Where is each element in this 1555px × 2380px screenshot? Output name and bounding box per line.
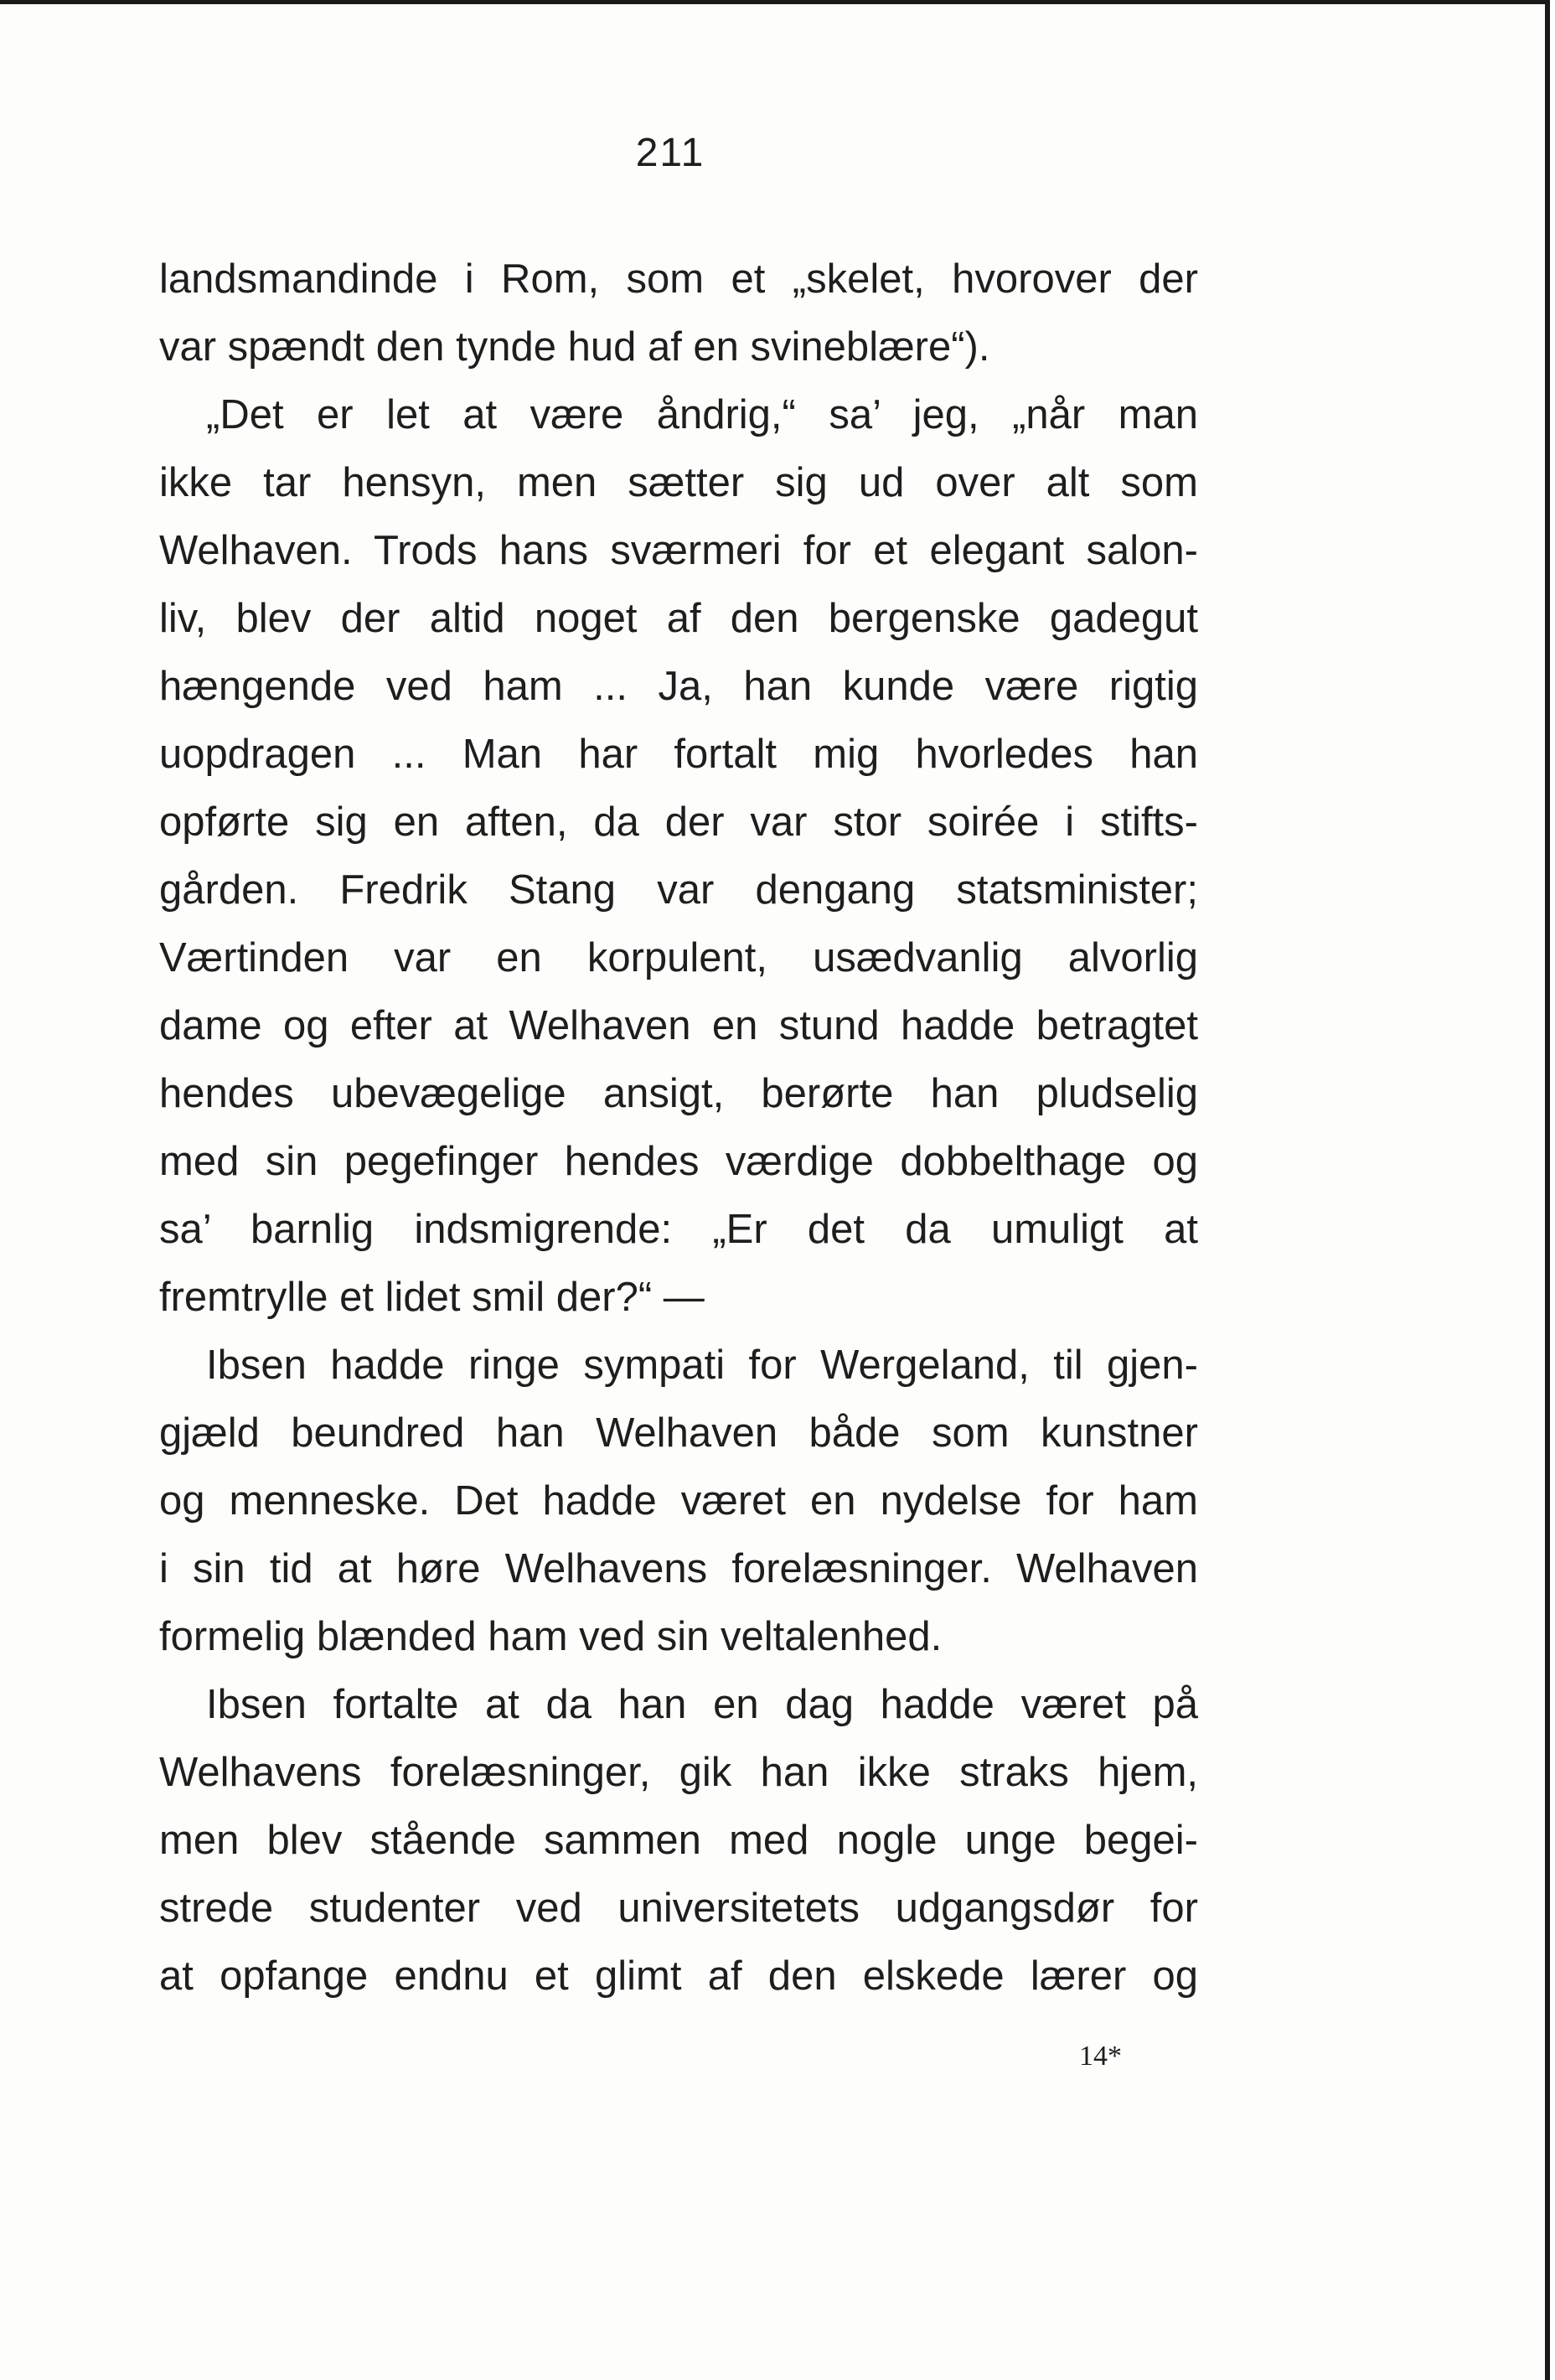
text-line: med sin pegefinger hendes værdige dobbelthage og [159,1139,1198,1184]
text-line: dame og efter at Welhaven en stund hadde betragtet [159,1003,1198,1048]
text-line: gården. Fredrik Stang var dengang statsminister; [159,867,1198,913]
text-line: og menneske. Det hadde været en nydelse for ham [159,1478,1198,1524]
paragraph [159,1671,1198,2010]
text-line: Ibsen fortalte at da han en dag hadde været på [206,1682,1198,1727]
text-line: Welhavens forelæsninger, gik han ikke straks hjem, [159,1750,1198,1795]
text-line: i sin tid at høre Welhavens forelæsninger. Welhaven [159,1546,1198,1591]
text-line: hendes ubevægelige ansigt, berørte han pludselig [159,1071,1198,1116]
text-line: formelig blænded ham ved sin veltalenhed. [159,1614,943,1659]
text-line: men blev stående sammen med nogle unge begei- [159,1818,1198,1863]
text-line: hængende ved ham ... Ja, han kunde være rigtig [159,664,1198,709]
text-line: strede studenter ved universitetets udgangsdør for [159,1886,1198,1931]
text-line: landsmandinde i Rom, som et „skelet, hvorover der [159,256,1198,302]
text-line: var spændt den tynde hud af en svineblære“). [159,324,990,370]
paragraph [159,381,1198,1332]
text-line: fremtrylle et lidet smil der?“ — [159,1275,705,1320]
text-line: Welhaven. Trods hans sværmeri for et elegant salon- [159,528,1198,573]
text-line: Værtinden var en korpulent, usædvanlig alvorlig [159,935,1198,980]
body-text [159,246,1198,2010]
signature-mark: 14* [1079,2041,1122,2072]
text-line: at opfange endnu et glimt af den elskede lærer og [159,1953,1198,1999]
page-number: 211 [635,131,705,175]
paragraph [159,246,1198,381]
text-line: gjæld beundred han Welhaven både som kunstner [159,1410,1198,1456]
paragraph [159,1332,1198,1671]
text-line: ikke tar hensyn, men sætter sig ud over alt som [159,460,1198,505]
text-line: Ibsen hadde ringe sympati for Wergeland, til gjen- [206,1343,1198,1388]
text-line: „Det er let at være åndrig,“ sa’ jeg, „når man [206,392,1198,437]
text-line: sa’ barnlig indsmigrende: „Er det da umuligt at [159,1207,1198,1252]
text-line: uopdragen ... Man har fortalt mig hvorledes han [159,732,1198,777]
text-line: opførte sig en aften, da der var stor soirée i stifts- [159,799,1198,845]
text-line: liv, blev der altid noget af den bergenske gadegut [159,596,1198,641]
